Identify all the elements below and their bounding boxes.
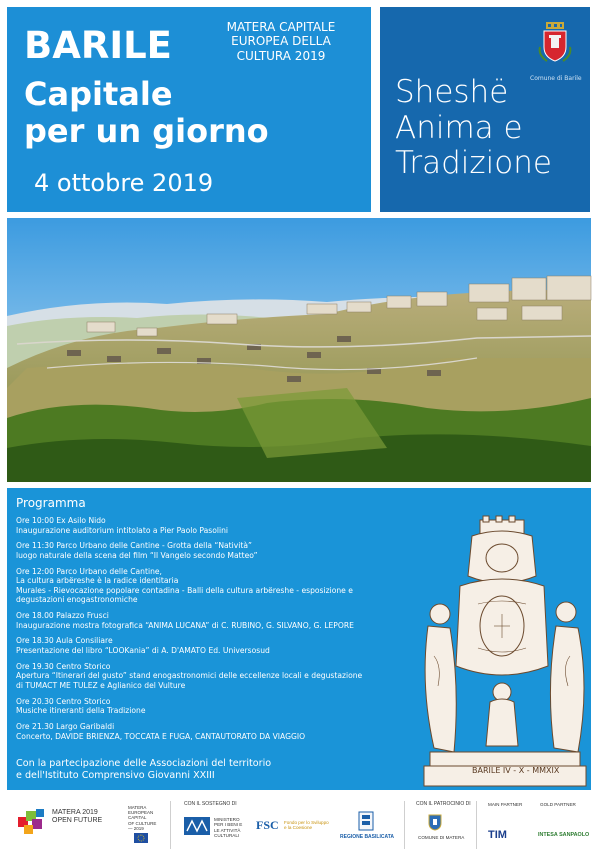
program-item-description: Inaugurazione auditorium intitolato a Pier Paolo Pasolini: [16, 525, 229, 535]
mibac-label: [214, 817, 242, 838]
event-subtitle: [24, 76, 269, 150]
ecoc-line-5: — 2019: [128, 825, 144, 831]
matera-open-future-line-2: OPEN FUTURE: [52, 817, 103, 825]
event-title: BARILE: [24, 24, 172, 67]
program-item: [16, 567, 408, 606]
footer-divider: [170, 801, 171, 849]
landscape-illustration: [7, 218, 591, 482]
right-title: [395, 75, 552, 182]
program-item: [16, 611, 408, 630]
sponsor-footer: [0, 793, 600, 857]
program-item: [16, 697, 408, 716]
right-title-line-1: Sheshë: [395, 74, 509, 110]
tim-logo: TIM: [488, 829, 507, 841]
program-item-description: Apertura “Itinerari del gusto” stand enogastronomici delle eccellenze locali e degustazione: [16, 671, 363, 681]
main-partner-label: MAIN PARTNER: [488, 802, 523, 807]
program-item-time-place: Ore 11:30 Parco Urbano delle Cantine - Grotta della “Natività”: [16, 541, 252, 551]
program-footer-line-1: Con la partecipazione delle Associazioni del territorio: [16, 758, 272, 769]
program-item: [16, 516, 408, 535]
mibac-logo-icon: [184, 817, 210, 835]
landscape-photo: [7, 218, 591, 482]
program-item-description: Murales - Rievocazione popolare contadina - Balli della cultura arbëreshe - esposizione e: [16, 585, 353, 595]
sanpaolo-label: SANPAOLO: [559, 832, 590, 838]
program-item: [16, 636, 408, 655]
regione-basilicata-icon: [358, 811, 374, 831]
gold-partner-label: GOLD PARTNER: [540, 802, 576, 807]
monument-inscription: BARILE IV - X - MMXIX: [472, 766, 560, 775]
program-footer: [16, 758, 271, 782]
event-date: 4 ottobre 2019: [34, 169, 214, 197]
right-title-line-3: Tradizione: [395, 145, 552, 182]
right-title-line-2: Anima e: [395, 109, 523, 146]
mibac-line-2: PER I BENI E: [214, 822, 243, 828]
program-item-description: Musiche itineranti della Tradizione: [16, 706, 146, 716]
comune-matera-crest-icon: [428, 813, 442, 831]
header-left-panel: [7, 7, 371, 212]
program-item-description: luogo naturale della scena del film “Il Vangelo secondo Matteo”: [16, 550, 258, 560]
ecoc-line-3: CAPITAL: [128, 815, 147, 821]
program-list: [16, 516, 408, 747]
monument-illustration: [420, 516, 590, 786]
program-item-time-place: Ore 10:00 Ex Asilo Nido: [16, 516, 106, 525]
program-item-time-place: Ore 19.30 Centro Storico: [16, 661, 111, 671]
program-item-time-place: Ore 18.30 Aula Consiliare: [16, 636, 113, 646]
program-item-description: di TUMACT ME TULEZ e Aglianico del Vulture: [16, 680, 186, 690]
comune-matera-label: COMUNE DI MATERA: [418, 835, 465, 840]
program-item-time-place: Ore 12:00 Parco Urbano delle Cantine,: [16, 566, 162, 576]
fsc-sub-line-2: e la Coesione: [284, 825, 313, 831]
header-right-panel: [380, 7, 590, 212]
fsc-label: FSC: [256, 818, 279, 832]
fsc-sub-line-1: Fondo per lo Sviluppo: [284, 820, 329, 825]
program-item-description: Concerto, DAVIDE BRIENZA, TOCCATA E FUGA, CANTAUTORATO DA VIAGGIO: [16, 731, 306, 741]
program-footer-line-2: e dell'Istituto Comprensivo Giovanni XXIII: [16, 769, 215, 781]
program-item: [16, 541, 408, 560]
ecoc-line-1: MATERA: [128, 805, 147, 810]
footer-divider: [404, 801, 405, 849]
ecoc-line-4: OF CULTURE: [128, 820, 157, 826]
fsc-sub-label: [284, 820, 329, 831]
event-subtitle-line-2: per un giorno: [24, 111, 269, 150]
matera-capitale-label: [206, 20, 356, 63]
program-item-description: degustazioni enogastronomiche: [16, 595, 138, 605]
regione-basilicata-label: REGIONE BASILICATA: [340, 834, 394, 840]
footer-divider: [476, 801, 477, 849]
intesa-sanpaolo-logo: [538, 832, 589, 838]
matera-2019-logo-icon: [18, 807, 46, 835]
program-item-description: Inaugurazione mostra fotografica “ANIMA LUCANA” di C. RUBINO, G. SILVANO, G. LEPORE: [16, 620, 354, 630]
comune-crest-icon: [537, 21, 573, 63]
matera-label-line-1: MATERA CAPITALE: [226, 20, 336, 34]
matera-label-line-3: CULTURA 2019: [236, 48, 326, 63]
matera-open-future-line-1: MATERA 2019: [52, 809, 98, 816]
eu-flag-icon: [134, 833, 148, 843]
matera-label-line-2: EUROPEA DELLA: [231, 34, 331, 49]
program-item-time-place: Ore 20.30 Centro Storico: [16, 696, 111, 706]
intesa-label: INTESA: [538, 832, 558, 838]
program-item: [16, 722, 408, 741]
matera-open-future-label: [52, 809, 102, 825]
mibac-line-3: LE ATTIVITÀ: [214, 827, 241, 833]
mibac-line-4: CULTURALI: [214, 832, 240, 838]
program-item-description: La cultura arbëreshe è la radice identitaria: [16, 576, 179, 586]
program-item-time-place: Ore 21.30 Largo Garibaldi: [16, 721, 115, 731]
ecoc-label: [128, 805, 156, 831]
ecoc-line-2: EUROPEAN: [128, 810, 154, 816]
support-label: CON IL SOSTEGNO DI: [184, 801, 237, 807]
program-item: [16, 662, 408, 691]
comune-crest-label: Comune di Barile: [530, 75, 582, 82]
program-item-time-place: Ore 18.00 Palazzo Frusci: [16, 611, 109, 621]
mibac-line-1: MINISTERO: [214, 817, 240, 822]
program-item-description: Presentazione del libro “LOOKania” di A. D'AMATO Ed. Universosud: [16, 646, 270, 656]
event-subtitle-line-1: Capitale: [24, 75, 173, 113]
program-heading: Programma: [16, 496, 86, 510]
patronage-label: CON IL PATROCINIO DI: [416, 801, 471, 807]
